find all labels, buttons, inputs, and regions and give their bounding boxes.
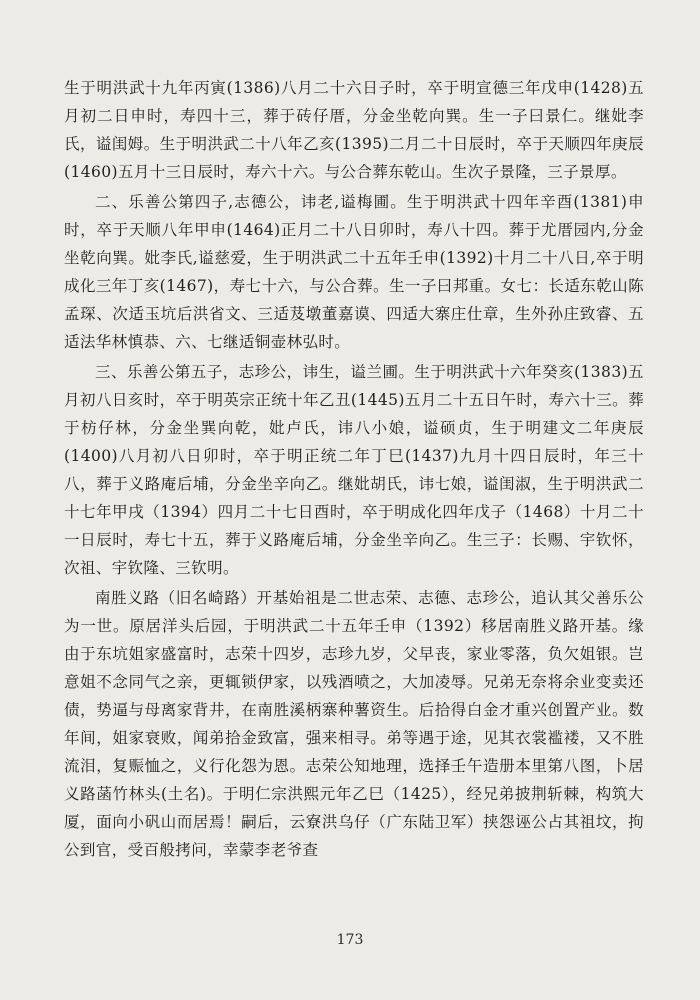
paragraph-continuation: 生于明洪武十九年丙寅(1386)八月二十六日子时，卒于明宣德三年戊申(1428)五月初二日申时，寿四十三，葬于砖仔厝，分金坐乾向巽。生一子曰景仁。继妣李氏，谥闺姆。生于明洪武二十八年乙亥(1395)二月二十日辰时，卒于天顺四年庚辰(1460)五月十三日辰时，寿六十六。与公合葬东乾山。生次子景隆，三子景厚。 [64,79,644,181]
paragraph-section-two: 二、乐善公第四子,志德公，讳老,谥梅圃。生于明洪武十四年辛酉(1381)申时，卒于天顺八年甲申(1464)正月二十八日卯时，寿八十四。葬于尤厝园内,分金坐乾向巽。妣李氏,谥慈爱，生于明洪武二十五年壬申(1392)十月二十八日,卒于明成化三年丁亥(1467)，寿七十六，与公合葬。生一子曰邦重。女七：长适东乾山陈孟琛、次适玉坑后洪省文、三适芨墩董嘉谟、四适大寨庄仕章，生外孙庄致睿、五适法华林慎恭、六、七继适铜壶林弘时。 [64,193,644,351]
paragraph-nansheng-yilu: 南胜义路（旧名崎路）开基始祖是二世志荣、志德、志珍公，追认其父善乐公为一世。原居洋头后园，于明洪武二十五年壬申（1392）移居南胜义路开基。缘由于东坑姐家盛富时，志荣十四岁，志珍九岁，父早丧，家业零落，负欠姐银。岂意姐不念同气之亲，更辄锁伊家，以残酒喷之，大加凌辱。兄弟无奈将余业变卖还债，势逼与母离家背井，在南胜溪柄寨种薯资生。后拾得白金才重兴创置产业。数年间，姐家衰败，闻弟拾金致富，强来相寻。弟等遇于途，见其衣裳褴褛，又不胜流泪，复赈恤之，义行化怨为恩。志荣公知地理，选择壬午造册本里第八图，卜居义路菡竹林头(土名)。于明仁宗洪熙元年乙巳（1425），经兄弟披荆斩棘，构筑大厦，面向小矾山而居焉！嗣后，云寮洪乌仔（广东陆卫军）挟怨诬公占其祖坟，拘公到官，受百般拷问，幸蒙李老爷查 [64,589,644,859]
page-number: 173 [336,932,364,948]
paragraph-section-three: 三、乐善公第五子，志珍公，讳生，谥兰圃。生于明洪武十六年癸亥(1383)五月初八日亥时，卒于明英宗正统十年乙丑(1445)五月二十五日午时，寿六十三。葬于枋仔林，分金坐巽向乾，妣卢氏，讳八小娘，谥硕贞，生于明建文二年庚辰(1400)八月初八日卯时，卒于明正统二年丁巳(1437)九月十四日辰时，年三十八，葬于义路庵后埔，分金坐辛向乙。继妣胡氏，讳七娘，谥闺淑，生于明洪武二十七年甲戌（1394）四月二十七日酉时，卒于明成化四年戊子（1468）十月二十一日辰时，寿七十五，葬于义路庵后埔，分金坐辛向乙。生三子：长赐、宇钦怀，次祖、宇钦隆、三钦明。 [64,363,644,577]
